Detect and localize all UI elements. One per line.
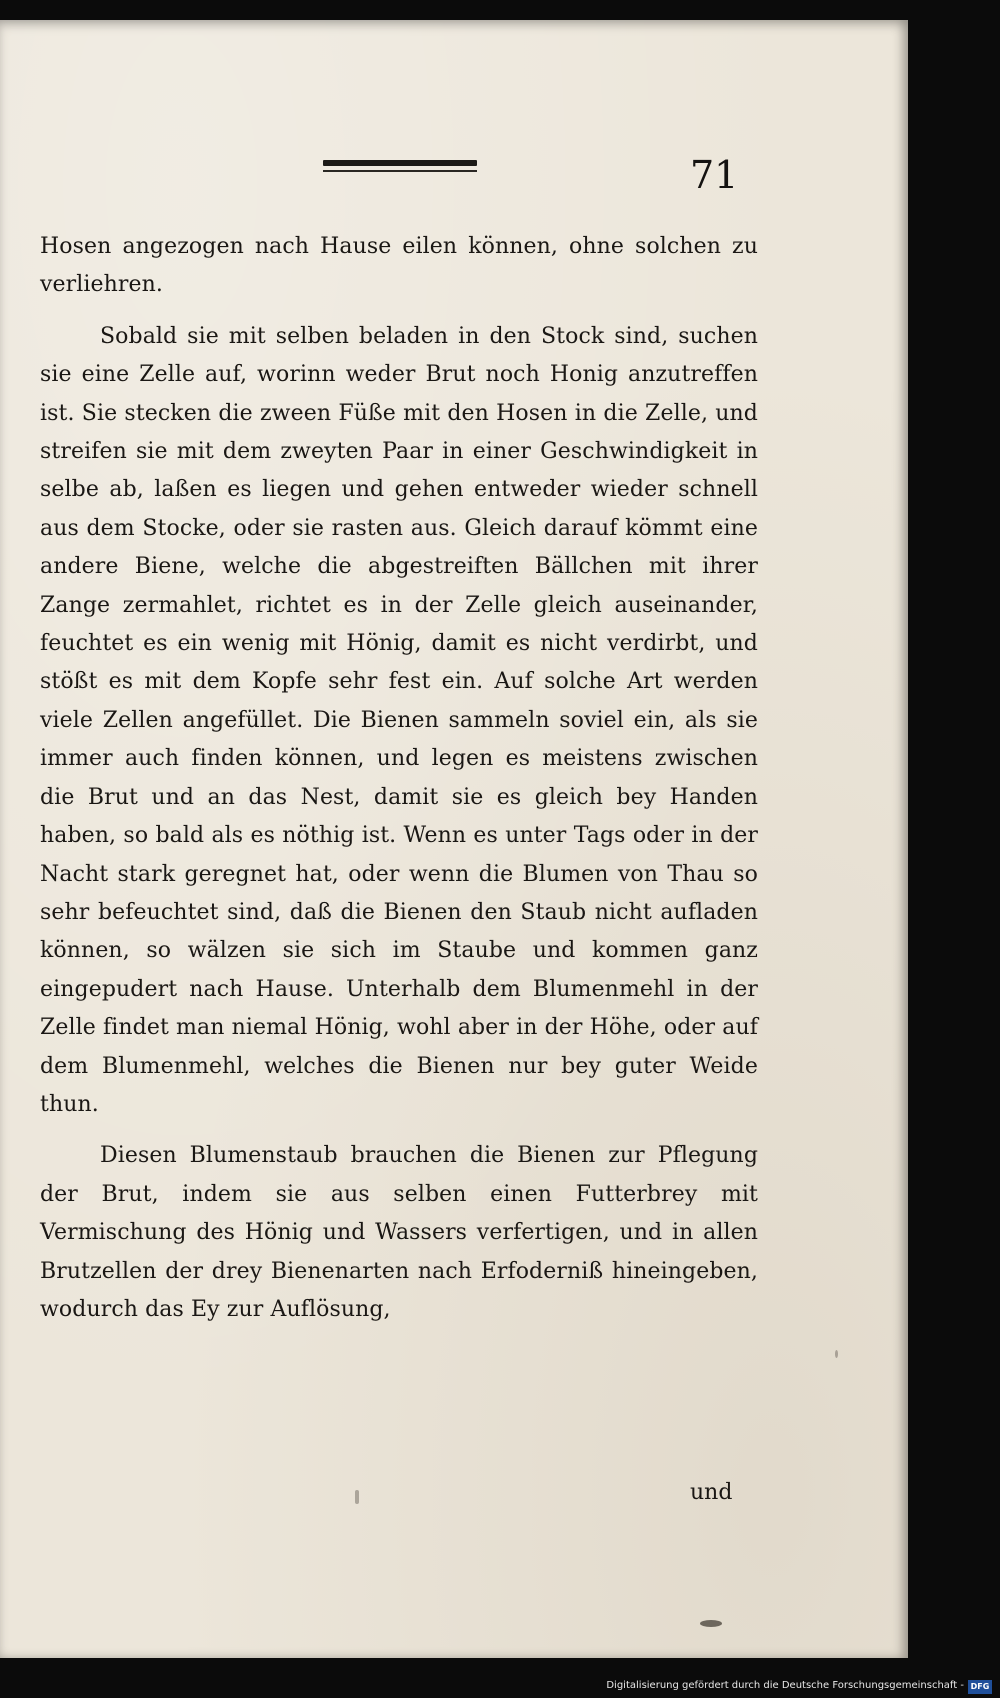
paper-speck (835, 1350, 838, 1358)
paragraph: Diesen Blumenstaub brauchen die Bienen zur Pflegung der Brut, indem sie aus selben einen Futterbrey mit Vermischung des Hönig und Wassers verfertigen, und in allen Brutzellen der drey Bienenarten nach Erfoderniß hineingeben, wodurch das Ey zur Auflösung, (40, 1143, 758, 1322)
dfg-logo-icon: DFG (968, 1680, 992, 1694)
paragraph: Hosen angezogen nach Hause eilen können, ohne solchen zu verliehren. (40, 234, 758, 298)
header-rule (323, 160, 477, 166)
page-number: 71 (690, 153, 739, 197)
paper-page (0, 20, 908, 1658)
paper-speck (700, 1620, 722, 1627)
body-text (40, 228, 758, 1329)
footer-credit: Digitalisierung gefördert durch die Deutsche Forschungsgemeinschaft - (606, 1680, 964, 1691)
catchword: und (690, 1480, 733, 1505)
paper-speck (355, 1490, 359, 1504)
paragraph: Sobald sie mit selben beladen in den Stock sind, suchen sie eine Zelle auf, worinn weder Brut noch Honig anzutreffen ist. Sie stecken die zween Füße mit den Hosen in die Zelle, und streifen sie mit dem zweyten Paar in einer Geschwindigkeit in selbe ab, laßen es liegen und gehen entweder wieder schnell aus dem Stocke, oder sie rasten aus. Gleich darauf kömmt eine andere Biene, welche die abgestreiften Bällchen mit ihrer Zange zermahlet, richtet es in der Zelle gleich auseinander, feuchtet es ein wenig mit Hönig, damit es nicht verdirbt, und stößt es mit dem Kopfe sehr fest ein. Auf solche Art werden viele Zellen angefüllet. Die Bienen sammeln soviel ein, als sie immer auch finden können, und legen es meistens zwischen die Brut und an das Nest, damit sie es gleich bey Handen haben, so bald als es nöthig ist. Wenn es unter Tags oder in der Nacht stark geregnet hat, oder wenn die Blumen von Thau so sehr befeuchtet sind, daß die Bienen den Staub nicht aufladen können, so wälzen sie sich im Staube und kommen ganz eingepudert nach Hause. Unterhalb dem Blumenmehl in der Zelle findet man niemal Hönig, wohl aber in der Höhe, oder auf dem Blumenmehl, welches die Bienen nur bey guter Weide thun. (40, 323, 758, 1117)
